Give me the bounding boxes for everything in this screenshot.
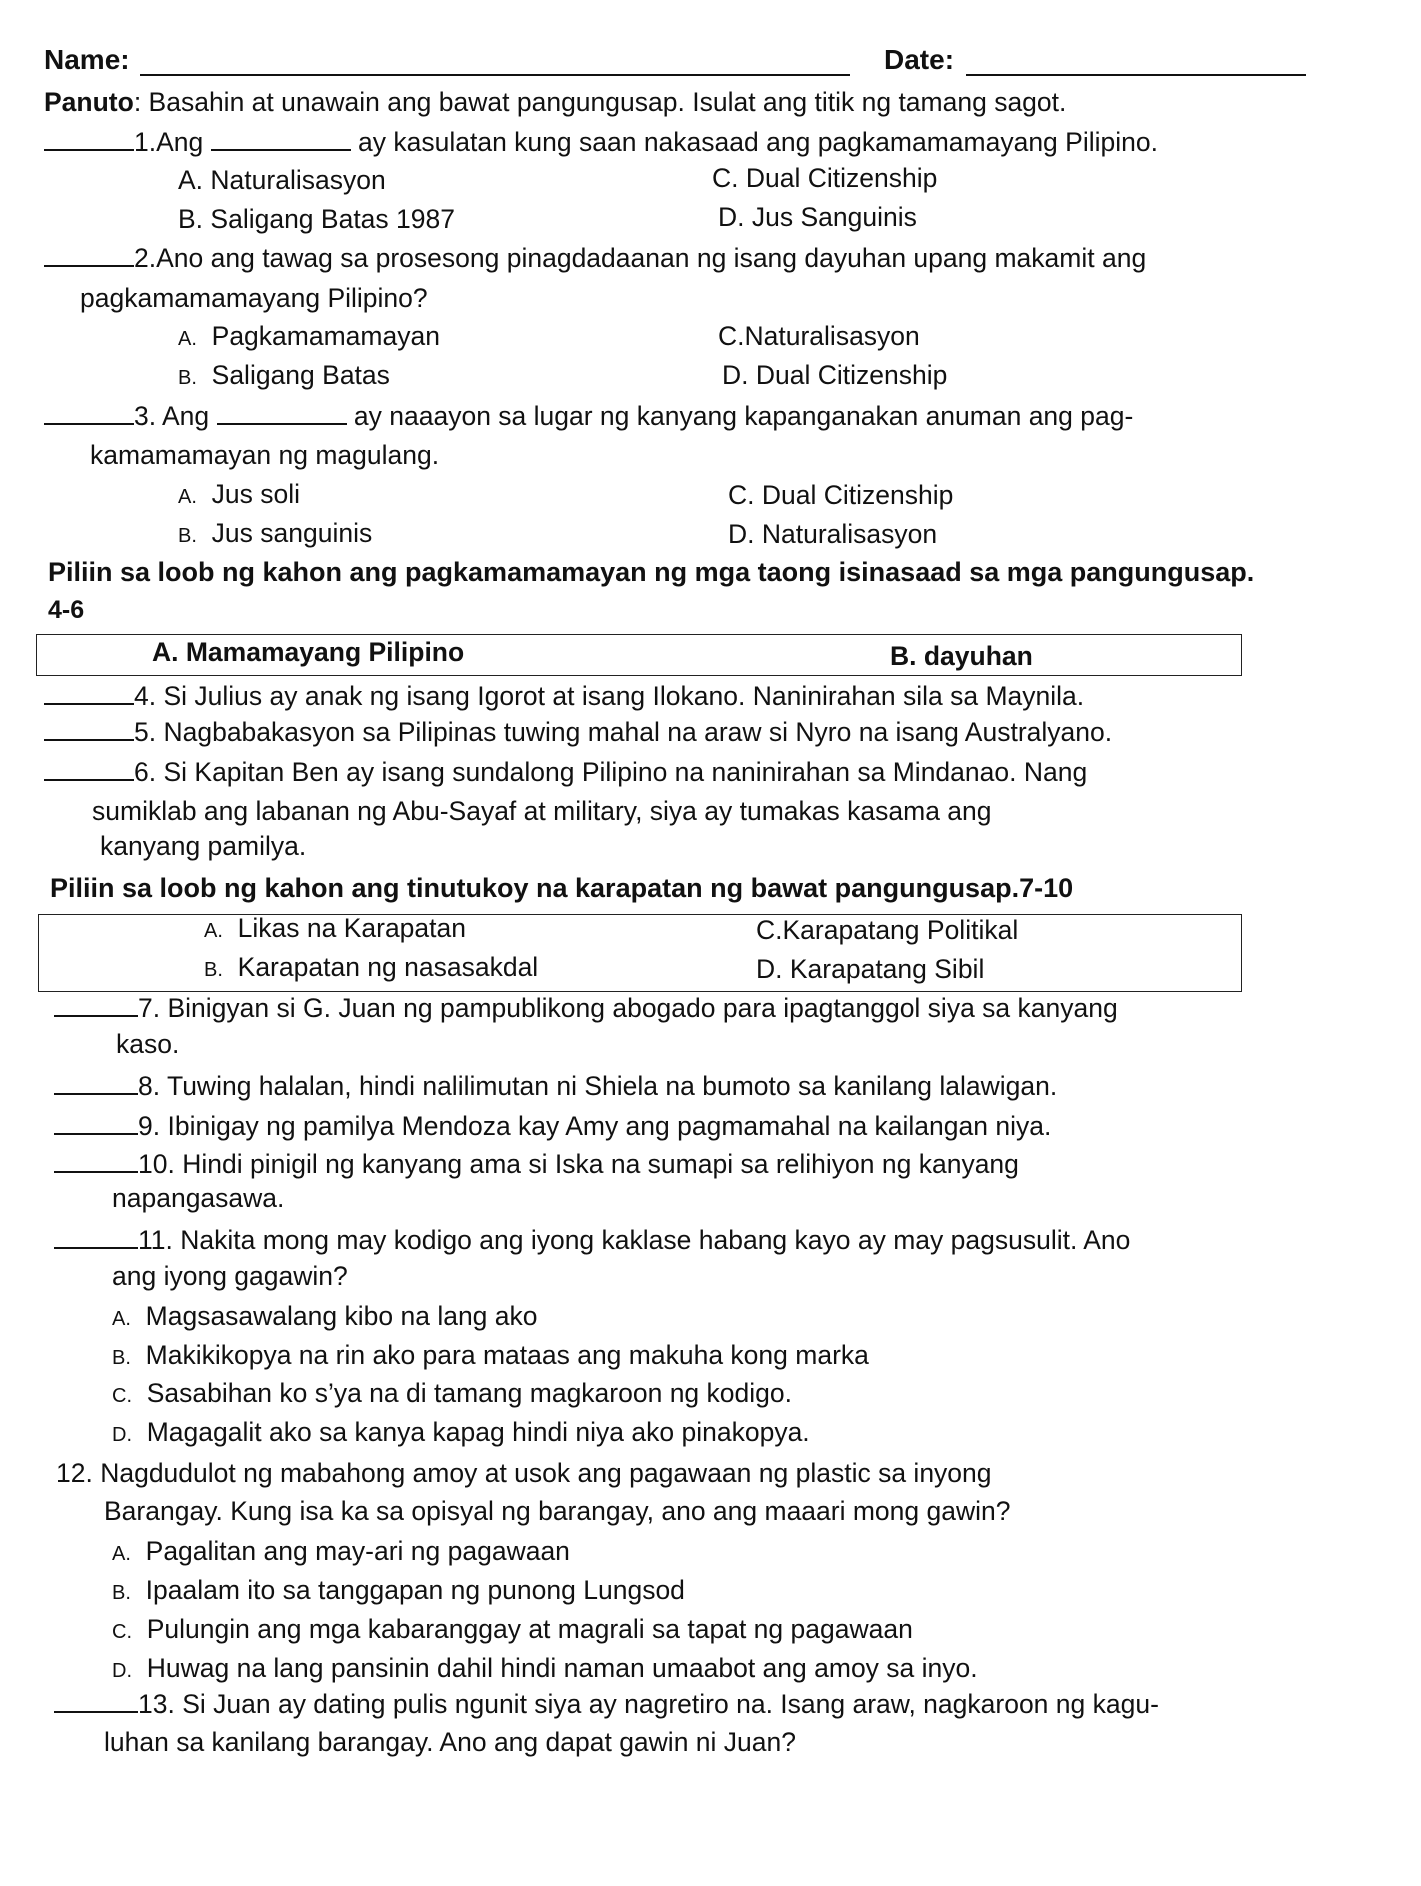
question-5: 5. Nagbabakasyon sa Pilipinas tuwing mahal na araw si Nyro na isang Australyano. [44,716,1112,748]
question-7: 7. Binigyan si G. Juan ng pampublikong abogado para ipagtanggol siya sa kanyang [54,992,1118,1024]
name-label: Name: [44,44,130,75]
question-9: 9. Ibinigay ng pamilya Mendoza kay Amy ang pagmamahal na kailangan niya. [54,1110,1051,1142]
question-3-text: ay naaayon sa lugar ng kanyang kapanganakan anuman ang pag- [353,401,1134,431]
question-7-line2: kaso. [116,1029,180,1059]
name-field[interactable] [140,74,850,76]
q2-choice-d: D. Dual Citizenship [722,360,948,390]
question-6-line2: sumiklab ang labanan ng Abu-Sayaf at military, siya ay tumakas kasama ang [92,796,992,826]
question-6: 6. Si Kapitan Ben ay isang sundalong Pilipino na naninirahan sa Mindanao. Nang [44,756,1087,788]
question-10: 10. Hindi pinigil ng kanyang ama si Iska na sumapi sa relihiyon ng kanyang [54,1148,1019,1180]
date-field[interactable] [966,74,1306,76]
date-label: Date: [884,44,955,75]
directions-text: : Basahin at unawain ang bawat pangungusap. Isulat ang titik ng tamang sagot. [133,87,1067,117]
answer-blank-13[interactable] [54,1689,138,1713]
question-4: 4. Si Julius ay anak ng isang Igorot at isang Ilokano. Naninirahan sila sa Maynila. [44,680,1084,712]
answer-blank-1[interactable] [44,127,134,151]
box-choice-likas: A. Likas na Karapatan [204,913,466,943]
question-3-line2: kamamamayan ng magulang. [90,440,440,470]
box-choice-politikal: C.Karapatang Politikal [756,915,1019,945]
question-13: 13. Si Juan ay dating pulis ngunit siya ay nagretiro na. Isang araw, nagkaroon ng kagu- [54,1688,1159,1720]
question-10-line2: napangasawa. [112,1183,285,1213]
answer-blank-6[interactable] [44,757,134,781]
q11-choice-a: A. Magsasawalang kibo na lang ako [112,1301,538,1331]
question-11: 11. Nakita mong may kodigo ang iyong kaklase habang kayo ay may pagsusulit. Ano [54,1224,1130,1256]
answer-blank-10[interactable] [54,1149,138,1173]
question-12: 12. Nagdudulot ng mabahong amoy at usok ang pagawaan ng plastic sa inyong [56,1458,992,1488]
q2-choice-b: B. Saligang Batas [178,360,390,390]
question-2 [44,242,1146,274]
section-2-range: 4-6 [48,596,85,624]
q12-choice-b: B. Ipaalam ito sa tanggapan ng punong Lungsod [112,1575,685,1605]
answer-blank-9[interactable] [54,1111,138,1135]
q3-choice-b: B. Jus sanguinis [178,518,373,548]
question-8: 8. Tuwing halalan, hindi nalilimutan ni Shiela na bumoto sa kanilang lalawigan. [54,1070,1057,1102]
question-1-prefix: 1.Ang [134,127,204,157]
box-choice-nasasakdal: B. Karapatan ng nasasakdal [204,952,539,982]
directions-label: Panuto [44,87,134,117]
q2-choice-a: A. Pagkamamamayan [178,321,440,351]
q12-choice-d: D. Huwag na lang pansinin dahil hindi naman umaabot ang amoy sa inyo. [112,1653,978,1683]
box-choice-a: A. Mamamayang Pilipino [152,637,465,667]
question-11-line2: ang iyong gagawin? [112,1261,348,1291]
answer-blank-4[interactable] [44,681,134,705]
q11-choice-b: B. Makikikopya na rin ako para mataas ang makuha kong marka [112,1340,869,1370]
question-12-line2: Barangay. Kung isa ka sa opisyal ng barangay, ano ang maaari mong gawin? [104,1496,1011,1526]
question-3-prefix: 3. Ang [134,401,210,431]
q12-choice-c: C. Pulungin ang mga kabaranggay at magrali sa tapat ng pagawaan [112,1614,913,1644]
section-2-title: Piliin sa loob ng kahon ang pagkamamamayan ng mga taong isinasaad sa mga pangungusap. [48,557,1255,587]
question-6-line3: kanyang pamilya. [100,831,307,861]
answer-blank-11[interactable] [54,1225,138,1249]
question-3 [44,400,1133,432]
answer-blank-3[interactable] [44,401,134,425]
box-choice-sibil: D. Karapatang Sibil [756,954,985,984]
question-2-line2: pagkamamamayang Pilipino? [80,283,428,313]
question-1 [44,126,1158,158]
answer-blank-8[interactable] [54,1071,138,1095]
q2-choice-c: C.Naturalisasyon [718,321,920,351]
q1-choice-a: A. Naturalisasyon [178,165,386,195]
q1-choice-c: C. Dual Citizenship [712,163,938,193]
question-1-text: ay kasulatan kung saan nakasaad ang pagkamamamayang Pilipino. [358,127,1158,157]
q3-choice-a: A. Jus soli [178,479,301,509]
question-13-line2: luhan sa kanilang barangay. Ano ang dapat gawin ni Juan? [104,1727,796,1757]
q12-choice-a: A. Pagalitan ang may-ari ng pagawaan [112,1536,570,1566]
q11-choice-c: C. Sasabihan ko s’ya na di tamang magkaroon ng kodigo. [112,1378,792,1408]
answer-blank-7[interactable] [54,993,138,1017]
q11-choice-d: D. Magagalit ako sa kanya kapag hindi niya ako pinakopya. [112,1417,810,1447]
q1-choice-d: D. Jus Sanguinis [718,202,917,232]
answer-blank-5[interactable] [44,717,134,741]
fill-blank-3[interactable] [217,401,347,425]
question-2-text: 2.Ano ang tawag sa prosesong pinagdadaanan ng isang dayuhan upang makamit ang [134,243,1147,273]
q1-choice-b: B. Saligang Batas 1987 [178,204,455,234]
section-3-title: Piliin sa loob ng kahon ang tinutukoy na karapatan ng bawat pangungusap.7-10 [50,873,1074,903]
answer-blank-2[interactable] [44,243,134,267]
q3-choice-d: D. Naturalisasyon [728,519,938,549]
q3-choice-c: C. Dual Citizenship [728,480,954,510]
box-choice-b: B. dayuhan [890,641,1033,671]
directions [44,86,1066,118]
fill-blank-1[interactable] [211,127,351,151]
